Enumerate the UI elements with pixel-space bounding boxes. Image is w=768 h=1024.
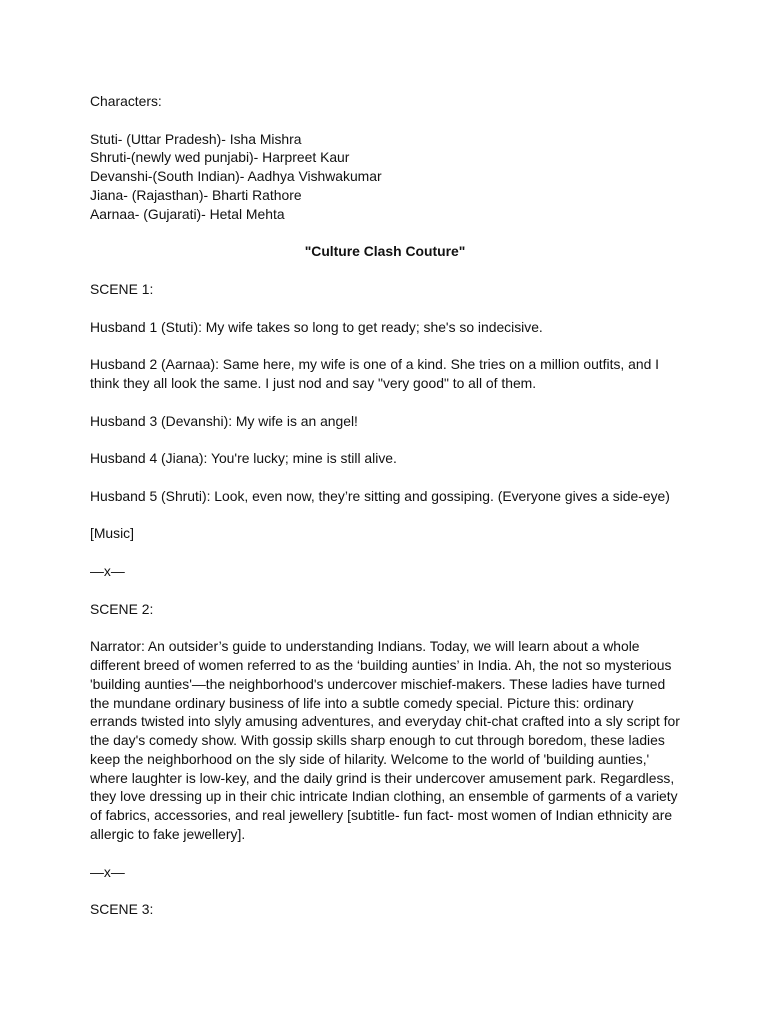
dialogue-line	[90, 355, 680, 393]
narration-line: errands twisted into slyly amusing adventures, and everyday chit-chat crafted into a sly script for	[90, 713, 680, 730]
stage-direction	[90, 524, 680, 543]
dialogue-line	[90, 318, 680, 337]
narration-line: Narrator: An outsider’s guide to understanding Indians. Today, we will learn about a whole	[90, 638, 640, 655]
narration-line: allergic to fake jewellery].	[90, 826, 246, 843]
narration-line: where laughter is low-key, and the daily grind is their undercover amusement park. Regardless,	[90, 769, 675, 786]
narration-line: they love dressing up in their chic intricate Indian clothing, an ensemble of garments of a variety	[90, 788, 678, 805]
document-page	[90, 92, 680, 919]
dialogue-line	[90, 487, 680, 506]
character-entry: Jiana- (Rajasthan)- Bharti Rathore	[90, 186, 302, 203]
narration-line: 'building aunties'—the neighborhood's undercover mischief-makers. These ladies have turned	[90, 675, 666, 692]
scene-2-heading: SCENE 2:	[90, 600, 154, 617]
narration-line: the mundane ordinary business of life into a subtle comedy special. Picture this: ordinary	[90, 694, 634, 711]
character-entry: Devanshi-(South Indian)- Aadhya Vishwakumar	[90, 168, 382, 185]
dialogue-text: Husband 4 (Jiana): You're lucky; mine is still alive.	[90, 450, 397, 467]
narration-line: keep the neighborhood on the sly side of hilarity. Welcome to the world of 'building aunties,'	[90, 750, 650, 767]
scene-divider: —x—	[90, 562, 125, 579]
dialogue-text: Husband 2 (Aarnaa): Same here, my wife is one of a kind. She tries on a million outfits, and I	[90, 356, 660, 373]
scene-1-heading: SCENE 1:	[90, 280, 154, 297]
dialogue-text: Husband 5 (Shruti): Look, even now, they’re sitting and gossiping. (Everyone gives a side-eye)	[90, 487, 670, 504]
dialogue-text: think they all look the same. I just nod and say "very good" to all of them.	[90, 374, 537, 391]
dialogue-text: Husband 1 (Stuti): My wife takes so long to get ready; she's so indecisive.	[90, 318, 543, 335]
dialogue-line	[90, 449, 680, 468]
dialogue-text: Husband 3 (Devanshi): My wife is an angel!	[90, 412, 358, 429]
character-entry: Aarnaa- (Gujarati)- Hetal Mehta	[90, 205, 285, 222]
stage-direction-text: [Music]	[90, 525, 134, 542]
character-entry: Stuti- (Uttar Pradesh)- Isha Mishra	[90, 130, 302, 147]
narration-line: of fabrics, accessories, and real jewellery [subtitle- fun fact- most women of Indian ethnicity are	[90, 807, 673, 824]
characters-heading: Characters:	[90, 93, 162, 109]
dialogue-line	[90, 412, 680, 431]
narration-line: the day's comedy show. With gossip skills sharp enough to cut through boredom, these ladies	[90, 732, 665, 749]
scene-divider: —x—	[90, 863, 125, 880]
document-title: "Culture Clash Couture"	[304, 243, 466, 260]
narration-paragraph	[90, 637, 680, 844]
character-entry: Shruti-(newly wed punjabi)- Harpreet Kaur	[90, 149, 350, 166]
narration-line: different breed of women referred to as the ‘building aunties’ in India. Ah, the not so mysterious	[90, 656, 672, 673]
scene-3-heading: SCENE 3:	[90, 901, 154, 918]
character-list	[90, 130, 680, 224]
